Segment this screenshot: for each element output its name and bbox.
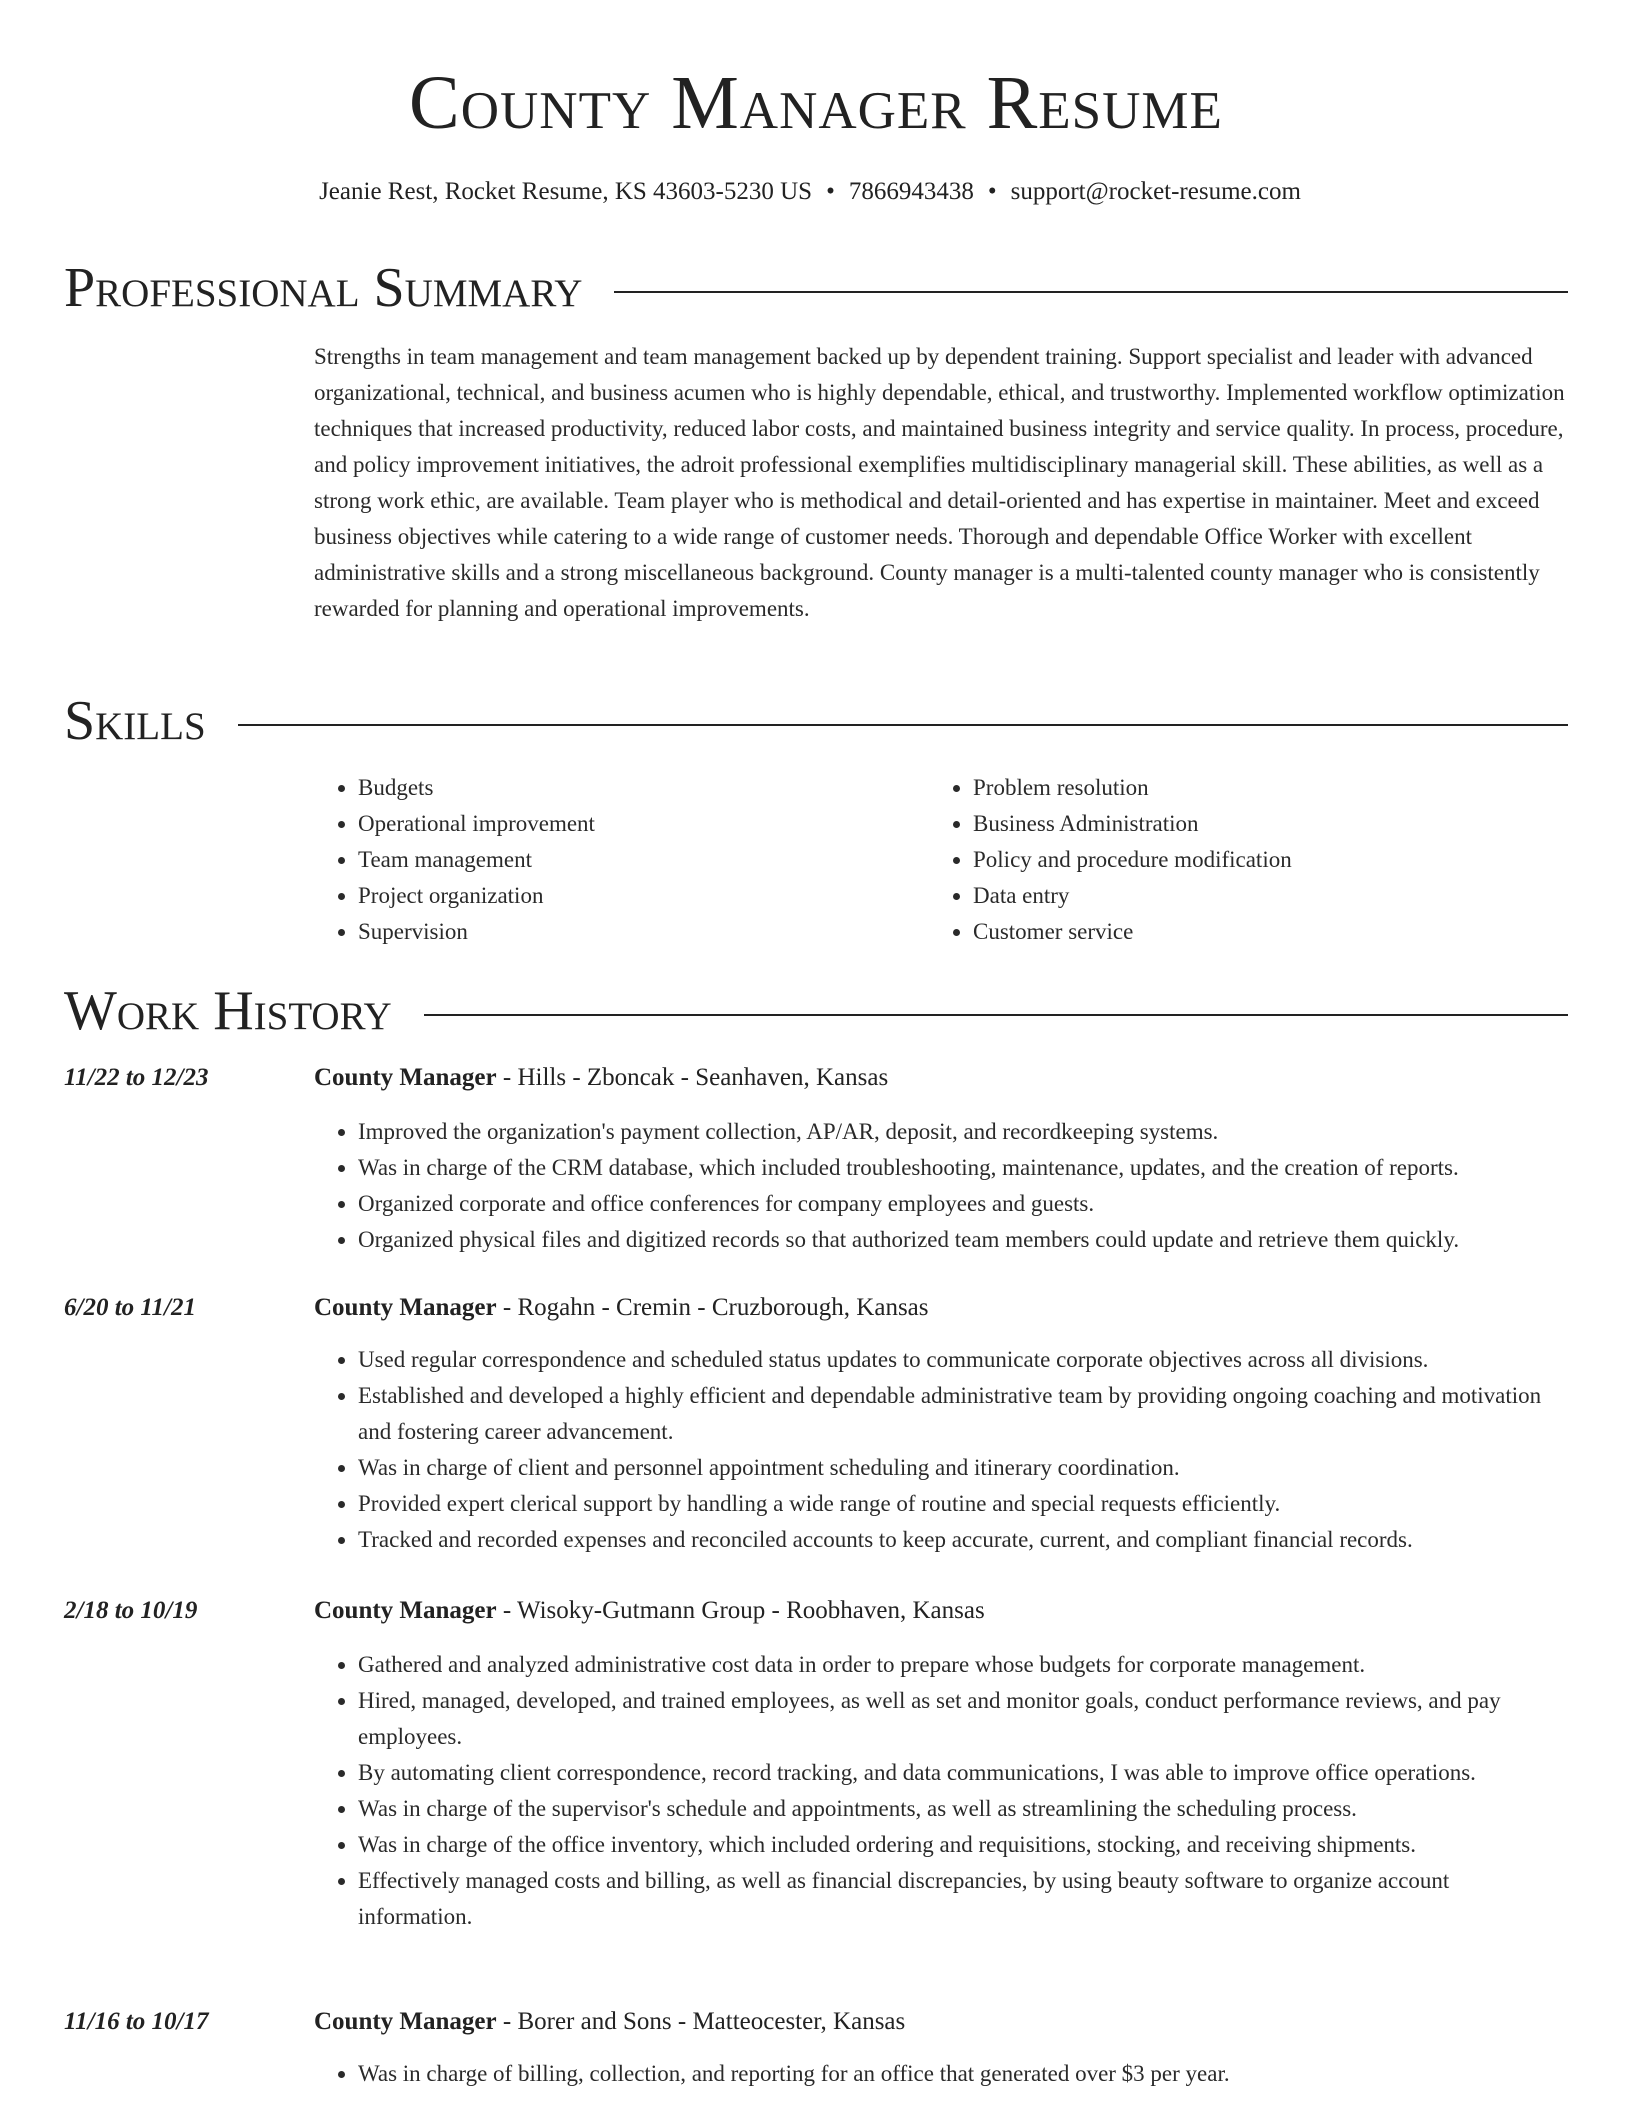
job-bullets [314, 1647, 1568, 1935]
job-title-line [314, 2004, 905, 2040]
section-divider [238, 724, 1568, 726]
skill-item: • Policy and procedure modification [973, 842, 1544, 878]
skill-item: • Supervision [358, 914, 929, 950]
contact-address: Jeanie Rest, Rocket Resume, KS 43603-5230 US [319, 178, 813, 205]
section-divider [614, 291, 1568, 293]
job-bullet: • Was in charge of the office inventory, which included ordering and requisitions, stocking, and receiving shipments. [358, 1827, 1568, 1863]
page-title: County Manager Resume [409, 61, 1223, 145]
job-dates: 6/20 to 11/21 [64, 1294, 196, 1321]
summary-section-header [64, 256, 1568, 320]
job-title-line [314, 1290, 929, 1326]
contact-line [0, 176, 1620, 208]
job-bullet: • Established and developed a highly efficient and dependable administrative team by providing ongoing coaching and motivation and fostering career advancement. [358, 1378, 1568, 1450]
section-divider [424, 1014, 1568, 1016]
summary-heading: Professional Summary [64, 257, 583, 319]
summary-text: Strengths in team management and team management backed up by dependent training. Support specialist and leader with advanced organizational, technical, and business acumen who is highly dependable, ethical, and trustworthy. Implemented workflow optimization techniques that increased productivity, reduced labor costs, and maintained business integrity and service quality. In process, procedure, and policy improvement initiatives, the adroit professional exemplifies multidisciplinary managerial skill. These abilities, as well as a strong work ethic, are available. Team player who is methodical and detail-oriented and has expertise in maintainer. Meet and exceed business objectives while catering to a wide range of customer needs. Thorough and dependable Office Worker with excellent administrative skills and a strong miscellaneous background. County manager is a multi-talented county manager who is consistently rewarded for planning and operational improvements. [314, 344, 1565, 621]
job-dates: 11/22 to 12/23 [64, 1064, 209, 1091]
job-bullet: • Tracked and recorded expenses and reconciled accounts to keep accurate, current, and compliant financial records. [358, 1522, 1568, 1558]
contact-phone: 7866943438 [848, 178, 974, 205]
skill-item: • Operational improvement [358, 806, 929, 842]
skill-item: • Data entry [973, 878, 1544, 914]
job-bullet: • Organized corporate and office conferences for company employees and guests. [358, 1186, 1568, 1222]
job-bullet: • By automating client correspondence, record tracking, and data communications, I was able to improve office operations. [358, 1755, 1568, 1791]
job-bullet: • Was in charge of client and personnel appointment scheduling and itinerary coordination. [358, 1450, 1568, 1486]
job-role: County Manager [314, 1294, 497, 1321]
job-company: - Rogahn - Cremin - Cruzborough, Kansas [496, 1294, 929, 1321]
job-role: County Manager [314, 2008, 497, 2035]
job-bullets [314, 1342, 1568, 1558]
job-dates: 11/16 to 10/17 [64, 2008, 209, 2035]
job-bullet: • Was in charge of billing, collection, and reporting for an office that generated over $3 per year. [358, 2056, 1568, 2092]
job-bullets [314, 1114, 1568, 1258]
job-bullet: • Was in charge of the supervisor's schedule and appointments, as well as streamlining the scheduling process. [358, 1791, 1568, 1827]
job-company: - Borer and Sons - Matteocester, Kansas [496, 2008, 906, 2035]
job-bullet: • Hired, managed, developed, and trained employees, as well as set and monitor goals, conduct performance reviews, and pay employees. [358, 1683, 1568, 1755]
skills-column-right [929, 770, 1544, 950]
skills-list [314, 770, 1568, 950]
contact-separator: • [826, 178, 835, 205]
job-dates: 2/18 to 10/19 [64, 1597, 198, 1624]
job-title-line [314, 1060, 888, 1096]
skill-item: • Problem resolution [973, 770, 1544, 806]
job-company: - Wisoky-Gutmann Group - Roobhaven, Kansas [496, 1597, 985, 1624]
job-title-line [314, 1593, 985, 1629]
job-role: County Manager [314, 1064, 497, 1091]
job-company: - Hills - Zboncak - Seanhaven, Kansas [496, 1064, 889, 1091]
job-bullet: • Gathered and analyzed administrative cost data in order to prepare whose budgets for corporate management. [358, 1647, 1568, 1683]
skill-item: • Budgets [358, 770, 929, 806]
job-bullet: • Improved the organization's payment collection, AP/AR, deposit, and recordkeeping systems. [358, 1114, 1568, 1150]
job-bullet: • Effectively managed costs and billing, as well as financial discrepancies, by using beauty software to organize account information. [358, 1863, 1568, 1935]
skill-item: • Project organization [358, 878, 929, 914]
skill-item: • Business Administration [973, 806, 1544, 842]
job-bullet: • Used regular correspondence and scheduled status updates to communicate corporate objectives across all divisions. [358, 1342, 1568, 1378]
work-section-header [64, 979, 1568, 1043]
job-bullets [314, 2056, 1568, 2092]
contact-email: support@rocket-resume.com [1010, 178, 1301, 205]
job-role: County Manager [314, 1597, 497, 1624]
job-bullet: • Organized physical files and digitized records so that authorized team members could update and retrieve them quickly. [358, 1222, 1568, 1258]
skills-column-left [314, 770, 929, 950]
skills-heading: Skills [64, 690, 206, 752]
skill-item: • Customer service [973, 914, 1544, 950]
job-bullet: • Provided expert clerical support by handling a wide range of routine and special requests efficiently. [358, 1486, 1568, 1522]
work-heading: Work History [64, 980, 392, 1042]
skill-item: • Team management [358, 842, 929, 878]
job-bullet: • Was in charge of the CRM database, which included troubleshooting, maintenance, updates, and the creation of reports. [358, 1150, 1568, 1186]
skills-section-header [64, 689, 1568, 753]
contact-separator: • [987, 178, 997, 205]
